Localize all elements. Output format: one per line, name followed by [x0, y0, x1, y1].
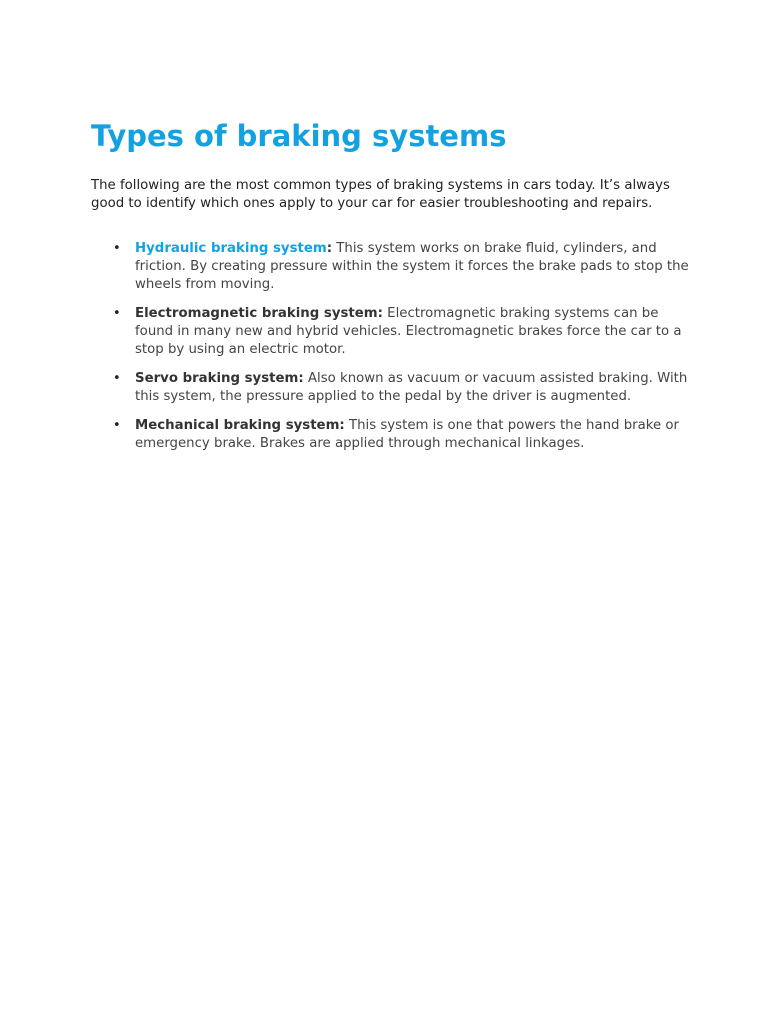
- list-item-term: Servo braking system:: [135, 371, 304, 386]
- list-item-text: This system works on brake fluid, cylinders, and friction. By creating pressure within the system it forces the brake pads to stop the wheels from moving.: [135, 241, 689, 292]
- braking-systems-list: [91, 240, 691, 453]
- list-item-text: This system is one that powers the hand brake or emergency brake. Brakes are applied through mechanical linkages.: [135, 418, 679, 451]
- list-item-term: Mechanical braking system:: [135, 418, 345, 433]
- bullet-glyph: •: [113, 241, 121, 256]
- list-item-term: Hydraulic braking system: [135, 241, 327, 256]
- list-item-electromagnetic: [91, 305, 691, 359]
- page-title: Types of braking systems: [91, 119, 507, 153]
- bullet-glyph: •: [113, 418, 121, 433]
- list-item-mechanical: [91, 417, 691, 453]
- list-item-term: Electromagnetic braking system:: [135, 306, 383, 321]
- intro-paragraph: The following are the most common types of braking systems in cars today. It’s always good to identify which ones apply to your car for easier troubleshooting and repairs.: [91, 178, 670, 211]
- list-item-text: Electromagnetic braking systems can be found in many new and hybrid vehicles. Electromagnetic brakes force the car to a stop by using an electric motor.: [135, 306, 682, 357]
- list-item-text: Also known as vacuum or vacuum assisted braking. With this system, the pressure applied to the pedal by the driver is augmented.: [135, 371, 688, 404]
- list-item-servo: [91, 370, 691, 406]
- list-item-colon: :: [326, 241, 333, 256]
- bullet-glyph: •: [113, 306, 121, 321]
- list-item-hydraulic: [91, 240, 691, 294]
- bullet-glyph: •: [113, 371, 121, 386]
